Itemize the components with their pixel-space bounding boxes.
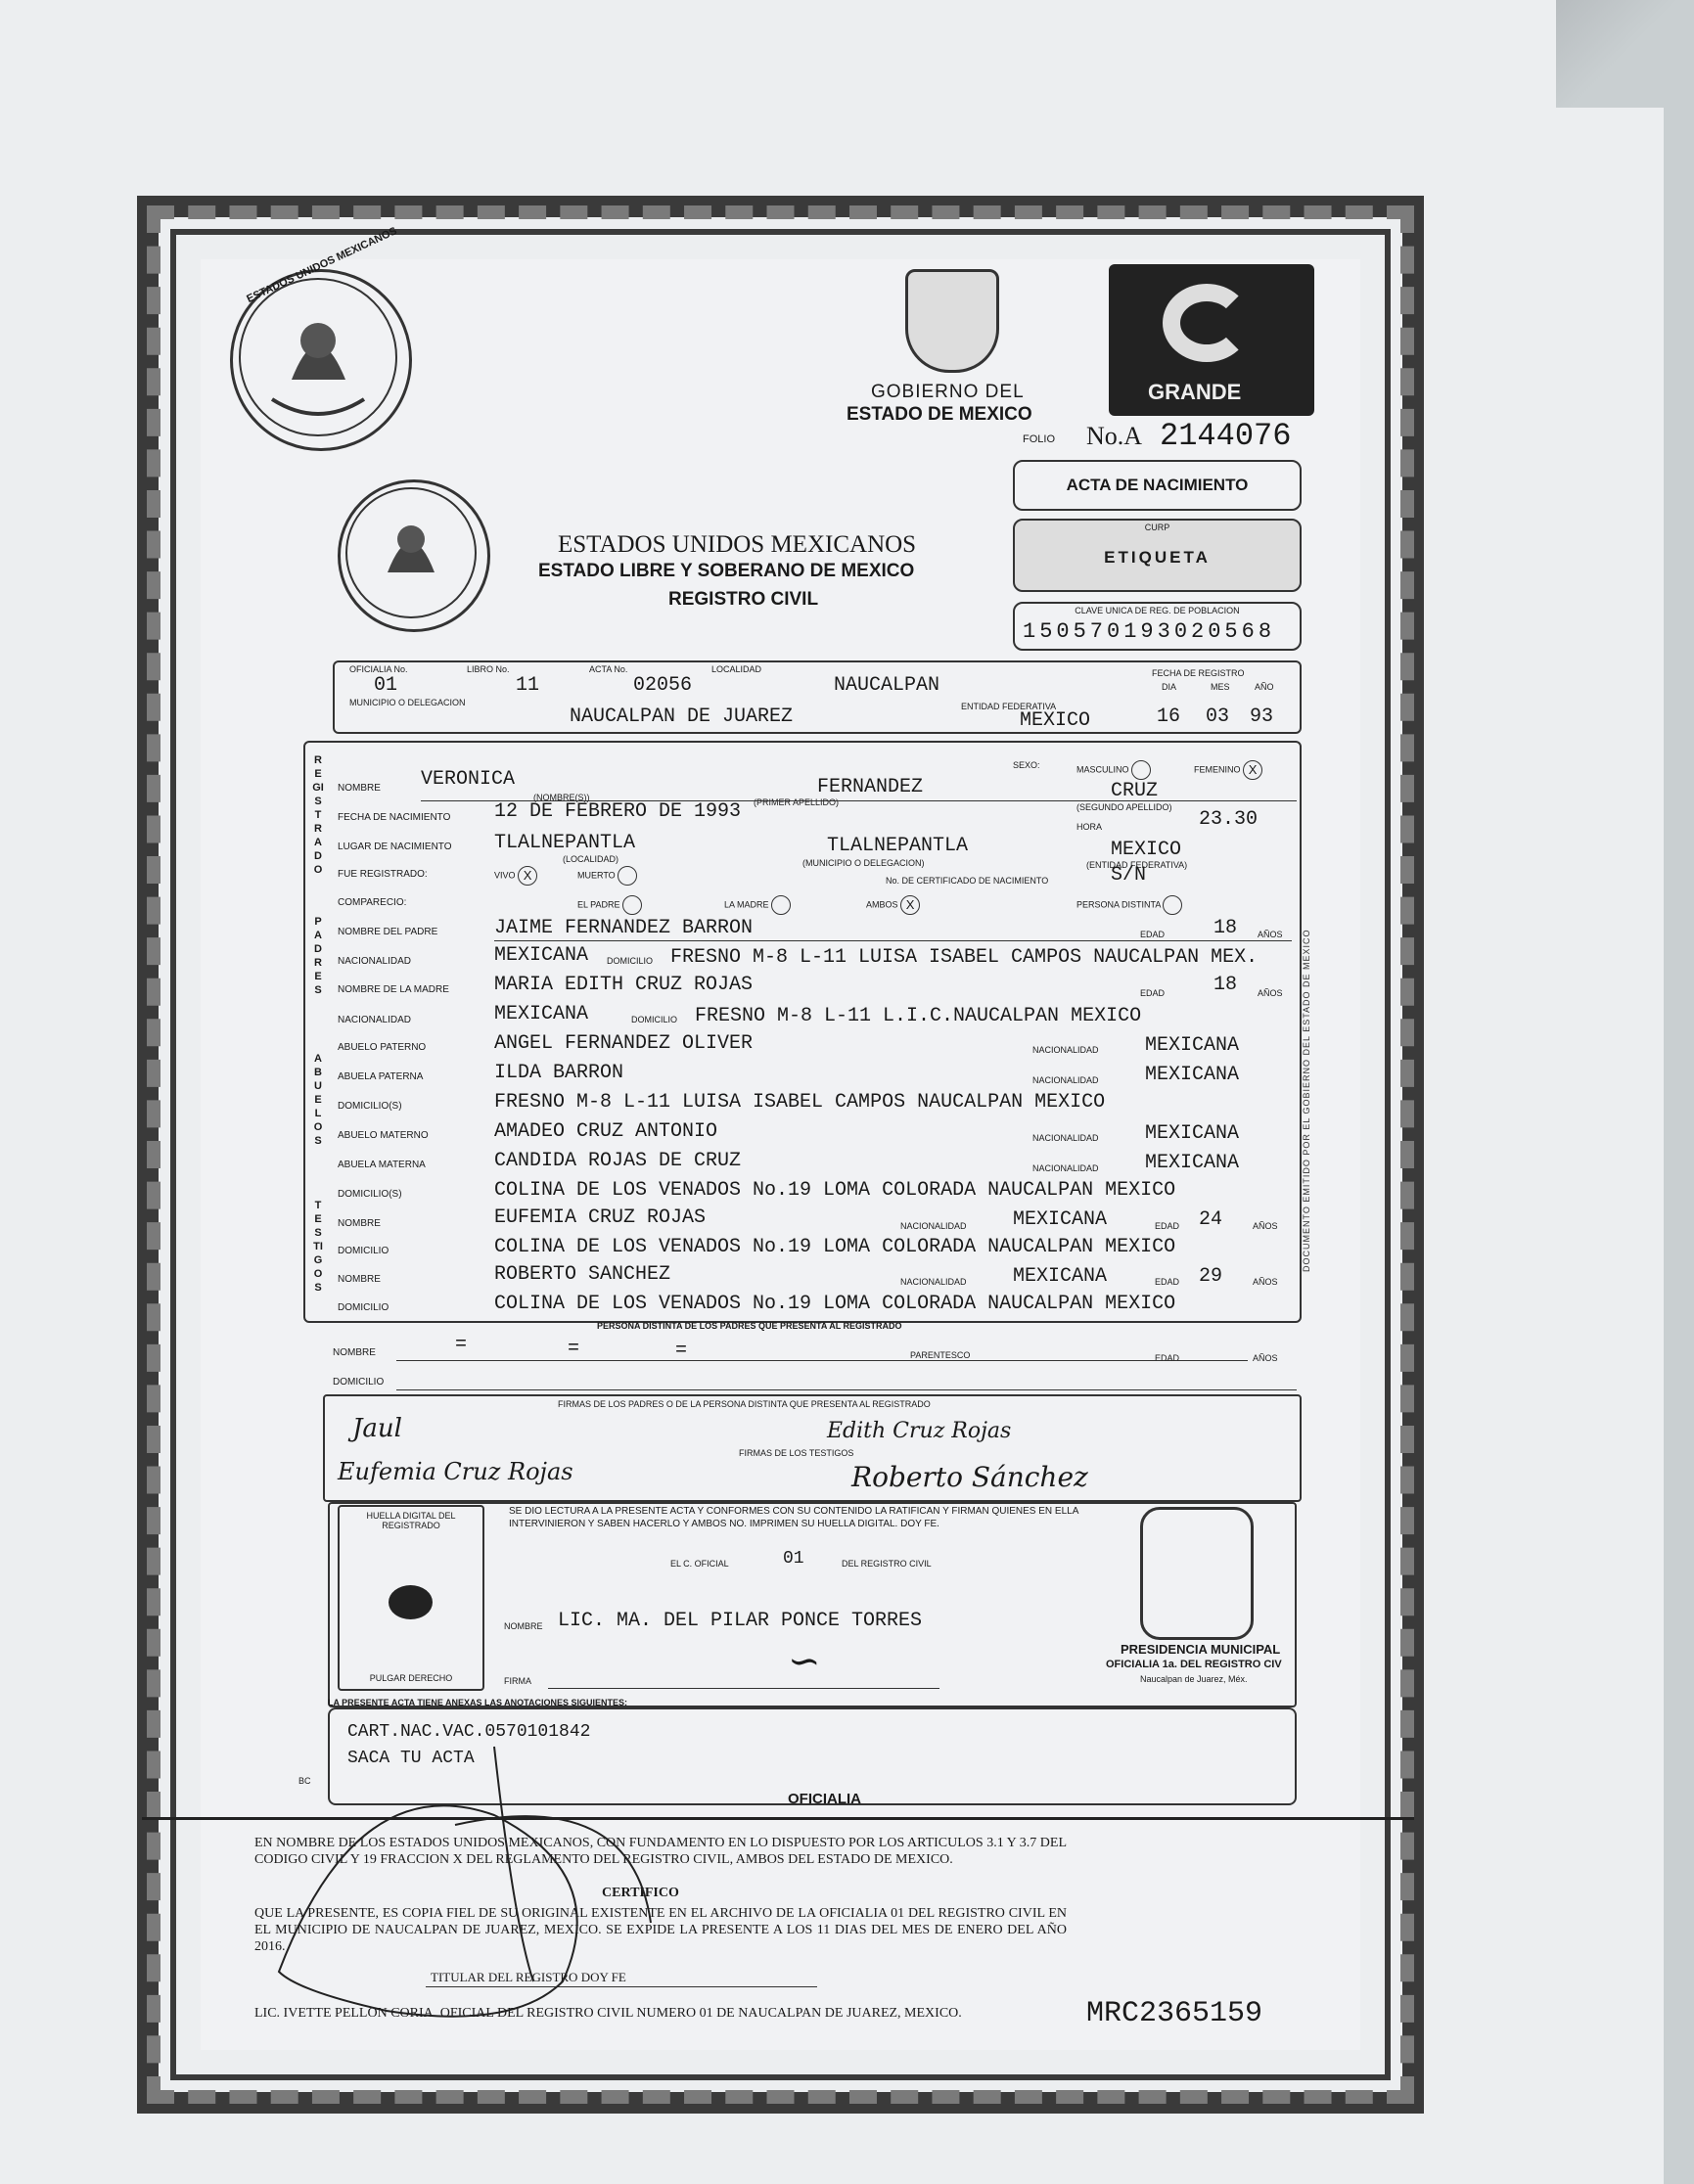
pd-edad-label: EDAD [1155,1353,1180,1363]
oficialia-value: 01 [374,674,398,697]
certificacion-p1: EN NOMBRE DE LOS ESTADOS UNIDOS MEXICANOS, CON FUNDAMENTO EN LO DISPUESTO POR LOS ARTICULOS 3.1 Y 3.7 DEL CODIGO CIVIL Y 19 FRACCION X DEL REGLAMENTO DEL REGISTRO CIVIL, AMBOS DEL ESTADO DE MEXICO. [254,1836,1067,1867]
t1-nombre: EUFEMIA CRUZ ROJAS [494,1206,707,1229]
signature-testigo-1: Eufemia Cruz Rojas [338,1458,573,1485]
el-padre-option [577,895,642,915]
curp-box [1013,519,1302,592]
lugar-label: LUGAR DE NACIMIENTO [338,842,452,852]
oficial-firma-line [548,1688,939,1689]
madre-dom: FRESNO M-8 L-11 L.I.C.NAUCALPAN MEXICO [695,1005,1142,1027]
t1-dom: COLINA DE LOS VENADOS No.19 LOMA COLORADA NAUCALPAN MEXICO [494,1236,1176,1258]
anotacion-2: SACA TU ACTA [347,1749,475,1768]
gov-line1: GOBIERNO DEL [871,382,1025,402]
persona-distinta-radio [1163,895,1182,915]
la-madre-option [724,895,791,915]
ambos-label: AMBOS [866,899,898,910]
ano-value: 93 [1250,705,1274,728]
padre-dom-label: DOMICILIO [607,956,654,966]
paper-fold [1556,0,1694,108]
libro-label: LIBRO No. [467,664,510,674]
t2-dom: COLINA DE LOS VENADOS No.19 LOMA COLORADA NAUCALPAN MEXICO [494,1293,1176,1315]
pd-anos-label: AÑOS [1253,1353,1278,1363]
ano-label: AÑO [1255,682,1274,692]
muerto-option [577,866,637,886]
signature-madre: Edith Cruz Rojas [827,1419,1012,1443]
padre-label: NOMBRE DEL PADRE [338,927,438,937]
gov-line2: ESTADO DE MEXICO [847,404,1032,425]
stamp-line-3: Naucalpan de Juarez, Méx. [1140,1674,1248,1684]
t2-nac: MEXICANA [1013,1265,1108,1288]
madre-label: NOMBRE DE LA MADRE [338,984,449,995]
ambos-option [866,895,920,915]
registrado-apellido1: FERNANDEZ [817,776,924,798]
fue-label: FUE REGISTRADO: [338,869,428,880]
birth-certificate [201,225,1360,2050]
madre-nac-label: NACIONALIDAD [338,1015,412,1025]
padre-anos-label: AÑOS [1258,930,1283,939]
sexo-label: SEXO: [1013,760,1040,770]
persona-distinta-title: PERSONA DISTINTA DE LOS PADRES QUE PRESENTA AL REGISTRADO [597,1321,902,1331]
femenino-radio: X [1243,760,1262,780]
certifico-label: CERTIFICO [602,1886,679,1900]
bm-nac: MEXICANA [1145,1152,1240,1174]
pd-dom-line [396,1389,1297,1390]
cert-label: No. DE CERTIFICADO DE NACIMIENTO [886,876,1049,886]
abuelos-dom-m-label: DOMICILIO(S) [338,1189,402,1200]
curp-label: CURP [1144,523,1170,532]
ap-nac: MEXICANA [1145,1034,1240,1057]
masculino-option [1076,760,1151,780]
g-logo-icon [1163,284,1251,362]
registry-box [333,660,1302,734]
bp-label: ABUELA PATERNA [338,1071,424,1082]
oficialia-footer-label: OFICIALIA [788,1791,861,1807]
t2-nombre: ROBERTO SANCHEZ [494,1263,671,1286]
muerto-label: MUERTO [577,870,616,881]
bp-value: ILDA BARRON [494,1062,624,1084]
huella-title: HUELLA DIGITAL DEL REGISTRADO [366,1511,456,1530]
side-label-padres: PADRES [314,916,322,996]
padre-nac-label: NACIONALIDAD [338,956,412,967]
pd-filler-3: = [675,1340,688,1362]
lugar-entidad-label: (ENTIDAD FEDERATIVA) [1086,860,1188,870]
padre-value: JAIME FERNANDEZ BARRON [494,917,754,939]
pd-parentesco-label: PARENTESCO [910,1350,971,1360]
fecha-nac-label: FECHA DE NACIMIENTO [338,812,451,823]
municipal-stamp-icon [1140,1507,1254,1640]
padre-line [494,940,1292,941]
masculino-label: MASCULINO [1076,764,1129,775]
la-madre-label: LA MADRE [724,899,769,910]
masculino-radio [1131,760,1151,780]
ap-value: ANGEL FERNANDEZ OLIVER [494,1032,754,1055]
clave-value: 150570193020568 [1023,619,1276,644]
muerto-radio [618,866,637,886]
clave-label: CLAVE UNICA DE REG. DE POBLACION [1075,606,1240,615]
lugar-localidad-label: (LOCALIDAD) [563,854,619,864]
femenino-label: FEMENINO [1194,764,1241,775]
persona-distinta-label: PERSONA DISTINTA [1076,899,1161,910]
apellido2-label: (SEGUNDO APELLIDO) [1076,802,1172,812]
madre-nac: MEXICANA [494,1003,589,1025]
mes-label: MES [1211,682,1230,692]
el-padre-radio [622,895,642,915]
nombre-label: NOMBRE [338,783,381,794]
t1-nac-label: NACIONALIDAD [900,1221,967,1231]
acta-value: 02056 [633,674,693,697]
municipio-value: NAUCALPAN DE JUAREZ [570,705,794,728]
hora-label: HORA [1076,822,1103,832]
mes-value: 03 [1206,705,1230,728]
folio-label: FOLIO [1023,433,1056,445]
seal-top-text: ESTADOS UNIDOS MEXICANOS [245,225,399,305]
t2-nombre-label: NOMBRE [338,1274,381,1285]
eagle-seal-2-icon [338,479,490,632]
anotaciones-title: LA PRESENTE ACTA TIENE ANEXAS LAS ANOTACIONES SIGUIENTES: [328,1698,628,1707]
stamp-line-2: OFICIALIA 1a. DEL REGISTRO CIV [1106,1659,1282,1670]
pd-nombre-label: NOMBRE [333,1347,376,1358]
stamp-line-1: PRESIDENCIA MUNICIPAL [1121,1642,1281,1657]
entidad-value: MEXICO [1020,709,1091,732]
ambos-radio: X [900,895,920,915]
abuelos-dom-m: COLINA DE LOS VENADOS No.19 LOMA COLORADA NAUCALPAN MEXICO [494,1179,1176,1202]
municipio-label: MUNICIPIO O DELEGACION [349,698,466,707]
registrado-apellido2: CRUZ [1111,780,1159,802]
entidad-label: ENTIDAD FEDERATIVA [961,702,1057,711]
anotacion-1: CART.NAC.VAC.0570101842 [347,1722,591,1742]
comparecio-label: COMPARECIO: [338,897,407,908]
folio-value: 2144076 [1160,418,1292,454]
certificacion-p2: QUE LA PRESENTE, ES COPIA FIEL DE SU ORIGINAL EXISTENTE EN EL ARCHIVO DE LA OFICIALIA 01 DEL REGISTRO CIVIL EN EL MUNICIPIO DE NAUCALPAN DE JUAREZ, MEXICO. SE EXPIDE LA PRESENTE A LOS 11 DIAS DEL MES DE ENERO DEL AÑO 2016. [254,1906,1067,1954]
localidad-label: LOCALIDAD [711,664,762,674]
fingerprint-icon [389,1585,433,1619]
title1: ESTADOS UNIDOS MEXICANOS [558,531,917,558]
signature-oficial: ∽ [788,1639,821,1684]
padre-edad: 18 [1213,917,1238,939]
registrado-nombre: VERONICA [421,768,516,791]
bm-value: CANDIDA ROJAS DE CRUZ [494,1150,742,1172]
apellido1-label: (PRIMER APELLIDO) [754,797,840,807]
abuelos-dom-p-label: DOMICILIO(S) [338,1101,402,1112]
oficial-label: EL C. OFICIAL [670,1559,729,1569]
oficial-firma-label: FIRMA [504,1676,531,1686]
margin-vertical-text: DOCUMENTO EMITIDO POR EL GOBIERNO DEL ESTADO DE MEXICO [1302,929,1311,1272]
t1-dom-label: DOMICILIO [338,1246,389,1256]
am-value: AMADEO CRUZ ANTONIO [494,1120,718,1143]
t2-nac-label: NACIONALIDAD [900,1277,967,1287]
t2-anos-label: AÑOS [1253,1277,1278,1287]
t1-anos-label: AÑOS [1253,1221,1278,1231]
firmas-testigos-title: FIRMAS DE LOS TESTIGOS [739,1448,854,1458]
pd-dom-label: DOMICILIO [333,1377,385,1388]
acta-label: ACTA No. [589,664,628,674]
vivo-label: VIVO [494,870,516,881]
firmas-padres-title: FIRMAS DE LOS PADRES O DE LA PERSONA DISTINTA QUE PRESENTA AL REGISTRADO [558,1399,931,1409]
oficial-no: 01 [783,1549,804,1569]
oficialia-label: OFICIALIA No. [349,664,408,674]
oficial-suffix: DEL REGISTRO CIVIL [842,1559,932,1569]
titular-label: TITULAR DEL REGISTRO DOY FE [431,1970,626,1984]
side-label-registrado: REGISTRADO [312,754,324,876]
pd-filler-1: = [455,1334,468,1356]
vivo-radio: X [518,866,537,886]
bm-label: ABUELA MATERNA [338,1160,426,1170]
curp-value: ETIQUETA [1104,548,1211,567]
padre-dom: FRESNO M-8 L-11 LUISA ISABEL CAMPOS NAUCALPAN MEX. [670,946,1259,969]
signature-padre: Jaul [352,1414,402,1443]
t2-edad: 29 [1199,1265,1223,1288]
lugar-localidad: TLALNEPANTLA [494,832,636,854]
dia-value: 16 [1157,705,1181,728]
pd-filler-2: = [568,1338,580,1360]
bm-nac-label: NACIONALIDAD [1032,1163,1099,1173]
cert-value: S/N [1111,864,1147,887]
fecha-reg-label: FECHA DE REGISTRO [1152,668,1245,678]
abuelos-dom-p: FRESNO M-8 L-11 LUISA ISABEL CAMPOS NAUCALPAN MEXICO [494,1091,1106,1114]
firmante-label: LIC. IVETTE PELLON CORIA. OFICIAL DEL REGISTRO CIVIL NUMERO 01 DE NAUCALPAN DE JUAREZ, MEXICO. [254,2006,962,2021]
lugar-entidad: MEXICO [1111,839,1182,861]
doc-type-box [1013,460,1302,511]
signature-testigo-2: Roberto Sánchez [851,1461,1088,1493]
side-label-testigos: TESTIGOS [313,1200,323,1294]
pd-nombre-line [396,1360,1248,1361]
t1-nombre-label: NOMBRE [338,1218,381,1229]
libro-value: 11 [516,674,540,697]
pulgar-label: PULGAR DERECHO [369,1673,453,1683]
t1-edad-label: EDAD [1155,1221,1180,1231]
el-padre-label: EL PADRE [577,899,620,910]
nombres-label: (NOMBRE(S)) [533,793,590,802]
estado-grande-logo [1109,264,1314,416]
t1-edad: 24 [1199,1208,1223,1231]
oficial-nombre-label: NOMBRE [504,1621,543,1631]
madre-edad: 18 [1213,974,1238,996]
side-label-abuelos: ABUELOS [313,1053,323,1147]
madre-dom-label: DOMICILIO [631,1015,678,1024]
localidad-value: NAUCALPAN [834,674,940,697]
huella-box [338,1505,484,1691]
folio-no: No.A [1086,422,1143,450]
am-label: ABUELO MATERNO [338,1130,429,1141]
t2-edad-label: EDAD [1155,1277,1180,1287]
padre-edad-label: EDAD [1140,930,1166,939]
lugar-municipio: TLALNEPANTLA [827,835,969,857]
lectura-text: SE DIO LECTURA A LA PRESENTE ACTA Y CONFORMES CON SU CONTENIDO LA RATIFICAN Y FIRMAN QUIENES EN ELLA INTERVINIERON Y SABEN HACERLO Y AMBOS NO. IMPRIMEN SU HUELLA DIGITAL. DOY FE. [509,1506,1078,1529]
vivo-option [494,866,537,886]
fecha-nac-value: 12 DE FEBRERO DE 1993 [494,800,742,823]
oficial-nombre: LIC. MA. DEL PILAR PONCE TORRES [558,1610,923,1632]
logo-brand: GRANDE [1148,380,1242,404]
bp-nac: MEXICANA [1145,1064,1240,1086]
control-number: MRC2365159 [1086,1997,1263,2030]
title3: REGISTRO CIVIL [668,589,819,610]
ap-nac-label: NACIONALIDAD [1032,1045,1099,1055]
femenino-option [1194,760,1262,780]
bp-nac-label: NACIONALIDAD [1032,1075,1099,1085]
la-madre-radio [771,895,791,915]
madre-value: MARIA EDITH CRUZ ROJAS [494,974,754,996]
madre-anos-label: AÑOS [1258,988,1283,998]
am-nac-label: NACIONALIDAD [1032,1133,1099,1143]
dia-label: DIA [1162,682,1177,692]
ap-label: ABUELO PATERNO [338,1042,427,1053]
lugar-municipio-label: (MUNICIPIO O DELEGACION) [802,858,925,868]
state-coat-of-arms-icon [905,269,999,373]
doc-type: ACTA DE NACIMIENTO [1066,476,1249,494]
am-nac: MEXICANA [1145,1122,1240,1145]
padre-nac: MEXICANA [494,944,589,967]
overlay-signature-icon [240,1727,749,2040]
hora-value: 23.30 [1199,808,1259,831]
title2: ESTADO LIBRE Y SOBERANO DE MEXICO [538,561,915,581]
madre-edad-label: EDAD [1140,988,1166,998]
persona-distinta-option [1076,895,1182,915]
t1-nac: MEXICANA [1013,1208,1108,1231]
bc-label: BC [298,1776,311,1786]
clave-box [1013,602,1302,651]
t2-dom-label: DOMICILIO [338,1302,389,1313]
